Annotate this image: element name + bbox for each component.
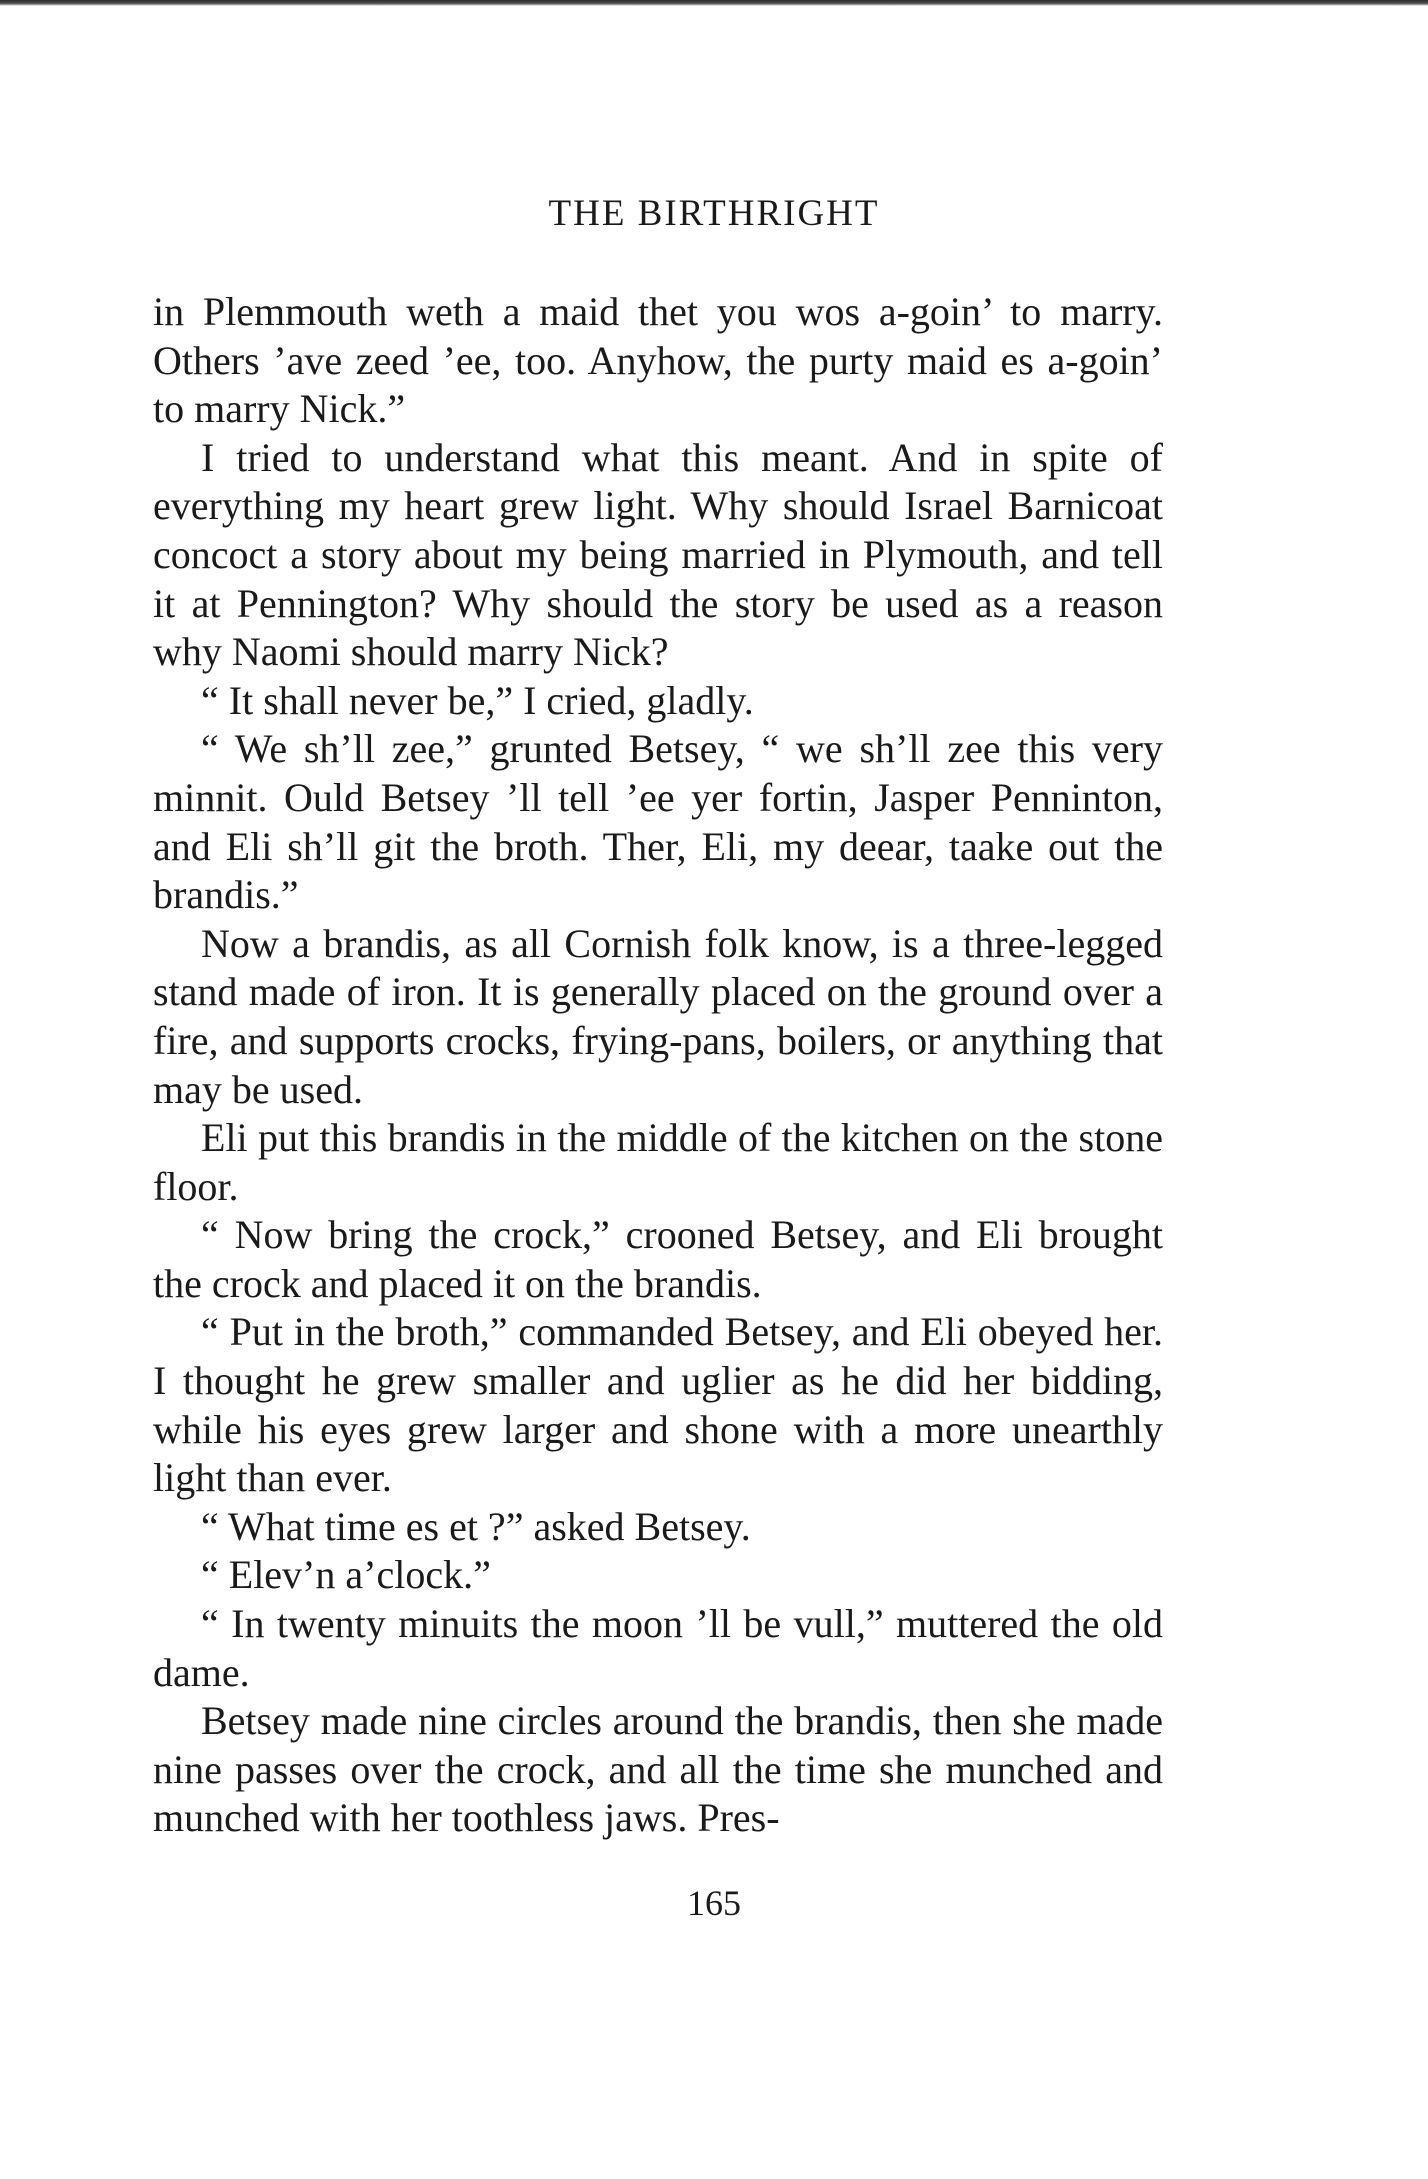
paragraph: “ What time es et ?” asked Betsey. bbox=[201, 1503, 751, 1549]
paragraph: “ In twenty minuits the moon ’ll be vull,” muttered the old dame. bbox=[153, 1601, 1163, 1695]
paragraph: Eli put this brandis in the middle of the kitchen on the stone floor. bbox=[153, 1115, 1163, 1209]
paragraph: “ Now bring the crock,” crooned Betsey, and Eli brought the crock and placed it on the brandis. bbox=[153, 1212, 1163, 1306]
paragraph: “ Elev’n a’clock.” bbox=[201, 1552, 491, 1598]
paragraph: “ It shall never be,” I cried, gladly. bbox=[201, 677, 754, 723]
body-text bbox=[153, 288, 1163, 1843]
paragraph: Now a brandis, as all Cornish folk know, is a three-legged stand made of iron. It is generally placed on the ground over a fire, and supports crocks, frying-pans, boilers, or anything that may be used. bbox=[153, 920, 1163, 1112]
paragraph: “ We sh’ll zee,” grunted Betsey, “ we sh’ll zee this very minnit. Ould Betsey ’ll tell ’ee yer fortin, Jasper Penninton, and Eli sh’ll git the broth. Ther, Eli, my deear, taake out the brandis.” bbox=[153, 726, 1163, 918]
top-edge-rule bbox=[0, 0, 1428, 6]
paragraph: “ Put in the broth,” commanded Betsey, and Eli obeyed her. I thought he grew smaller and uglier as he did her bidding, while his eyes grew larger and shone with a more unearthly light than ever. bbox=[153, 1309, 1163, 1501]
paragraph: I tried to understand what this meant. And in spite of everything my heart grew light. Why should Israel Barnicoat concoct a story about my being married in Plymouth, and tell it at Pennington? Why should the story be used as a reason why Naomi should marry Nick? bbox=[153, 434, 1163, 675]
running-head: THE BIRTHRIGHT bbox=[548, 193, 880, 234]
paragraph-continuation: in Plemmouth weth a maid thet you wos a-goin’ to marry. Others ’ave zeed ’ee, too. Anyhow, the purty maid es a-goin’ to marry Nick.” bbox=[153, 289, 1163, 432]
paragraph: Betsey made nine circles around the brandis, then she made nine passes over the crock, and all the time she munched and munched with her toothless jaws. Pres- bbox=[153, 1698, 1163, 1841]
page-number: 165 bbox=[687, 1883, 741, 1923]
